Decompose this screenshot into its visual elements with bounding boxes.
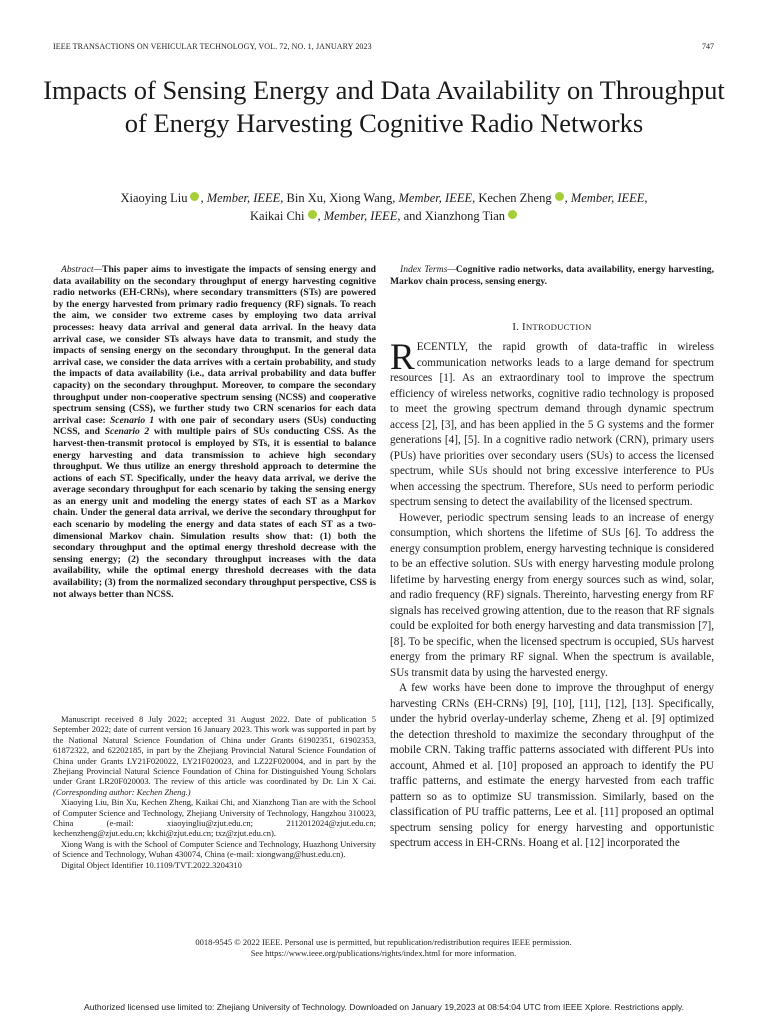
author-membership: , Member, IEEE — [200, 191, 281, 205]
section-heading: I. INTRODUCTION — [512, 321, 592, 334]
affiliation-note: Xiaoying Liu, Bin Xu, Kechen Zheng, Kaikai Chi, and Xianzhong Tian are with the School of Computer Science and Technology, Zhejiang University of Technology, Hangzhou 310023, China (e-mail: xiaoyingliu@zjut.edu.cn; 2112012024@zjut.edu.cn; kechenzheng@zjut.edu.cn; kkchi@zjut.edu.cn; txz@zjut.edu.cn). — [53, 797, 376, 839]
footnote — [53, 714, 376, 870]
author-name: Kaikai Chi — [250, 209, 305, 223]
left-column — [53, 264, 376, 600]
index-terms-label: Index Terms— — [400, 264, 456, 275]
author-name: , and Xianzhong Tian — [397, 209, 505, 223]
orcid-icon[interactable] — [308, 210, 317, 219]
drop-cap: R — [390, 337, 415, 379]
affiliation-note: Xiong Wang is with the School of Computer Science and Technology, Huazhong University of Science and Technology, Wuhan 430074, China (e-mail: xiongwang@hust.edu.cn). — [53, 838, 376, 860]
manuscript-note: Manuscript received 8 July 2022; accepted 31 August 2022. Date of publication 5 September 2022; date of current version 16 January 2023. This work was supported in part by the National Natural Science Foundation of China under Grants 61902351, 61902353, 61872322, and 62202185, in part by the Zhejiang Provincial Natural Science Foundation of China under Grants LY21F020022, LY21F020023, and LZ22F020004, and in part by the Zhejiang Provincial Natural Science Foundation of China for Distinguished Young Scholars under Grant LR20F020003. The review of this article was coordinated by Dr. Lin X Cai. (Corresponding author: Kechen Zheng.) — [53, 714, 376, 797]
body-paragraph: However, periodic spectrum sensing leads to an increase of energy consumption, which shortens the lifetime of SUs [6]. To address the energy consumption problem, energy harvesting technique is considered to be an effective solution. SUs with energy harvesting module prolong lifetime by harvesting energy from energy sources such as wind, solar, and radio frequency (RF) signals. Thereinto, harvesting energy from RF signals has received growing attention, due to the reason that RF signals could be exploited for both energy harvesting and data transmission [7], [8]. To be specific, when the licensed spectrum is occupied, SUs harvest energy from the primary RF signal. When the spectrum is available, SUs transmit data by using the harvested energy. — [390, 511, 714, 679]
doi-note: Digital Object Identifier 10.1109/TVT.2022.3204310 — [61, 859, 242, 870]
author-name: , Kechen Zheng — [472, 191, 552, 205]
orcid-icon[interactable] — [190, 192, 199, 201]
body-paragraph: RECENTLY, the rapid growth of data-traffic in wireless communication networks leads to a large demand for spectrum resources [1]. As an extraordinary tool to improve the spectrum efficiency of wireless networks, cognitive radio technology is proposed to meet the growing spectrum demand through dynamic spectrum access [2], [3], and has been applied in the 5 G systems and the former generations [4], [5]. In a cognitive radio network (CRN), primary users (PUs) have priorities over secondary users (SUs) to access the licensed spectrum, while SUs should not bring excessive interference to PUs when accessing the spectrum. Therefore, SUs need to perform periodic spectrum sensing to detect the availability of the licensed spectrum. — [390, 337, 714, 509]
paper-title: Impacts of Sensing Energy and Data Availability on Throughput of Energy Harvesting Cognitive Radio Networks — [43, 75, 725, 138]
author-name: Xiaoying Liu — [120, 191, 188, 205]
copyright-notice: 0018-9545 © 2022 IEEE. Personal use is permitted, but republication/redistribution requires IEEE permission. See https://www.ieee.org/publications/rights/index.html for more information. — [195, 937, 572, 958]
author-membership: , Member, IEEE — [392, 191, 473, 205]
author-list — [40, 189, 728, 225]
author-membership: , Member, IEEE, — [564, 191, 648, 205]
license-footer: Authorized licensed use limited to: Zhejiang University of Technology. Downloaded on January 19,2023 at 08:54:04 UTC from IEEE Xplore. Restrictions apply. — [84, 1002, 684, 1012]
orcid-icon[interactable] — [508, 210, 517, 219]
running-header: IEEE TRANSACTIONS ON VEHICULAR TECHNOLOGY, VOL. 72, NO. 1, JANUARY 2023 — [53, 42, 372, 51]
index-terms: Index Terms—Cognitive radio networks, data availability, energy harvesting, Markov chain process, sensing energy. — [390, 264, 714, 287]
author-name: , Bin Xu, Xiong Wang — [280, 191, 393, 205]
author-membership: , Member, IEEE — [317, 209, 398, 223]
page-number: 747 — [702, 42, 714, 51]
body-paragraph: A few works have been done to improve the throughput of energy harvesting CRNs (EH-CRNs) [9], [10], [11], [12], [13]. Specifically, under the hybrid overlay-underlay scheme, Zheng et al. [9] optimized the detection threshold to maximize the secondary throughput of the mobile CRN. Taking traffic patterns associated with different PUs into account, Ahmed et al. [10] proposed an approach to identify the PU traffic patterns, and estimate the energy harvested from each traffic pattern so as to optimize SU transmission. Similarly, based on the classification of PU traffic patterns, Lee et al. [11] proposed an optimal spectrum sensing policy for energy harvesting and opportunistic spectrum access in EH-CRNs. Hoang et al. [12] incorporated the — [390, 682, 714, 850]
right-column — [390, 264, 714, 852]
orcid-icon[interactable] — [555, 192, 564, 201]
abstract: Abstract—This paper aims to investigate the impacts of sensing energy and data availability on the secondary throughput of energy harvesting cognitive radio networks (EH-CRNs), where secondary transmitters (STs) are powered by the energy harvested from primary radio frequency (RF) signals. To reach the aim, we consider two extreme cases by employing two data arrival processes: heavy data arrival and general data arrival. In the heavy data arrival case, we consider STs always have data to transmit, and study the impacts of sensing energy on the secondary throughput. In the general data arrival case, we consider the data arrives with a certain probability, and study the impacts of data availability (i.e., data arrival probability and data buffer capacity) on the secondary throughput. Moreover, to compare the secondary throughput under non-cooperative spectrum sensing (NCSS) and cooperative spectrum sensing (CSS), we further study two CRN scenarios for each data arrival case: Scenario 1 with one pair of secondary users (SUs) conducting NCSS, and Scenario 2 with multiple pairs of SUs conducting CSS. As the harvest-then-transmit protocol is employed by STs, it is essential to balance energy harvesting and data transmission to achieve high secondary throughput. We thus utilize an energy threshold approach to determine the actions of each ST. Specifically, under the heavy data arrival, we derive the average secondary throughput for each scenario by taking the sensing energy as an energy unit and modeling the energy states of each ST as a Markov chain. Under the general data arrival, we derive the secondary throughput for each scenario by modeling the energy and data states of each ST as a two-dimensional Markov chain. Simulation results show that: (1) both the secondary throughput and the optimal energy threshold decrease with the sensing energy; (2) the secondary throughput increases with the data availability, while the optimal energy threshold decreases with the data availability; (3) from the normalized secondary throughput perspective, CSS is not always better than NCSS. — [53, 264, 376, 600]
abstract-label: Abstract— — [61, 264, 103, 275]
